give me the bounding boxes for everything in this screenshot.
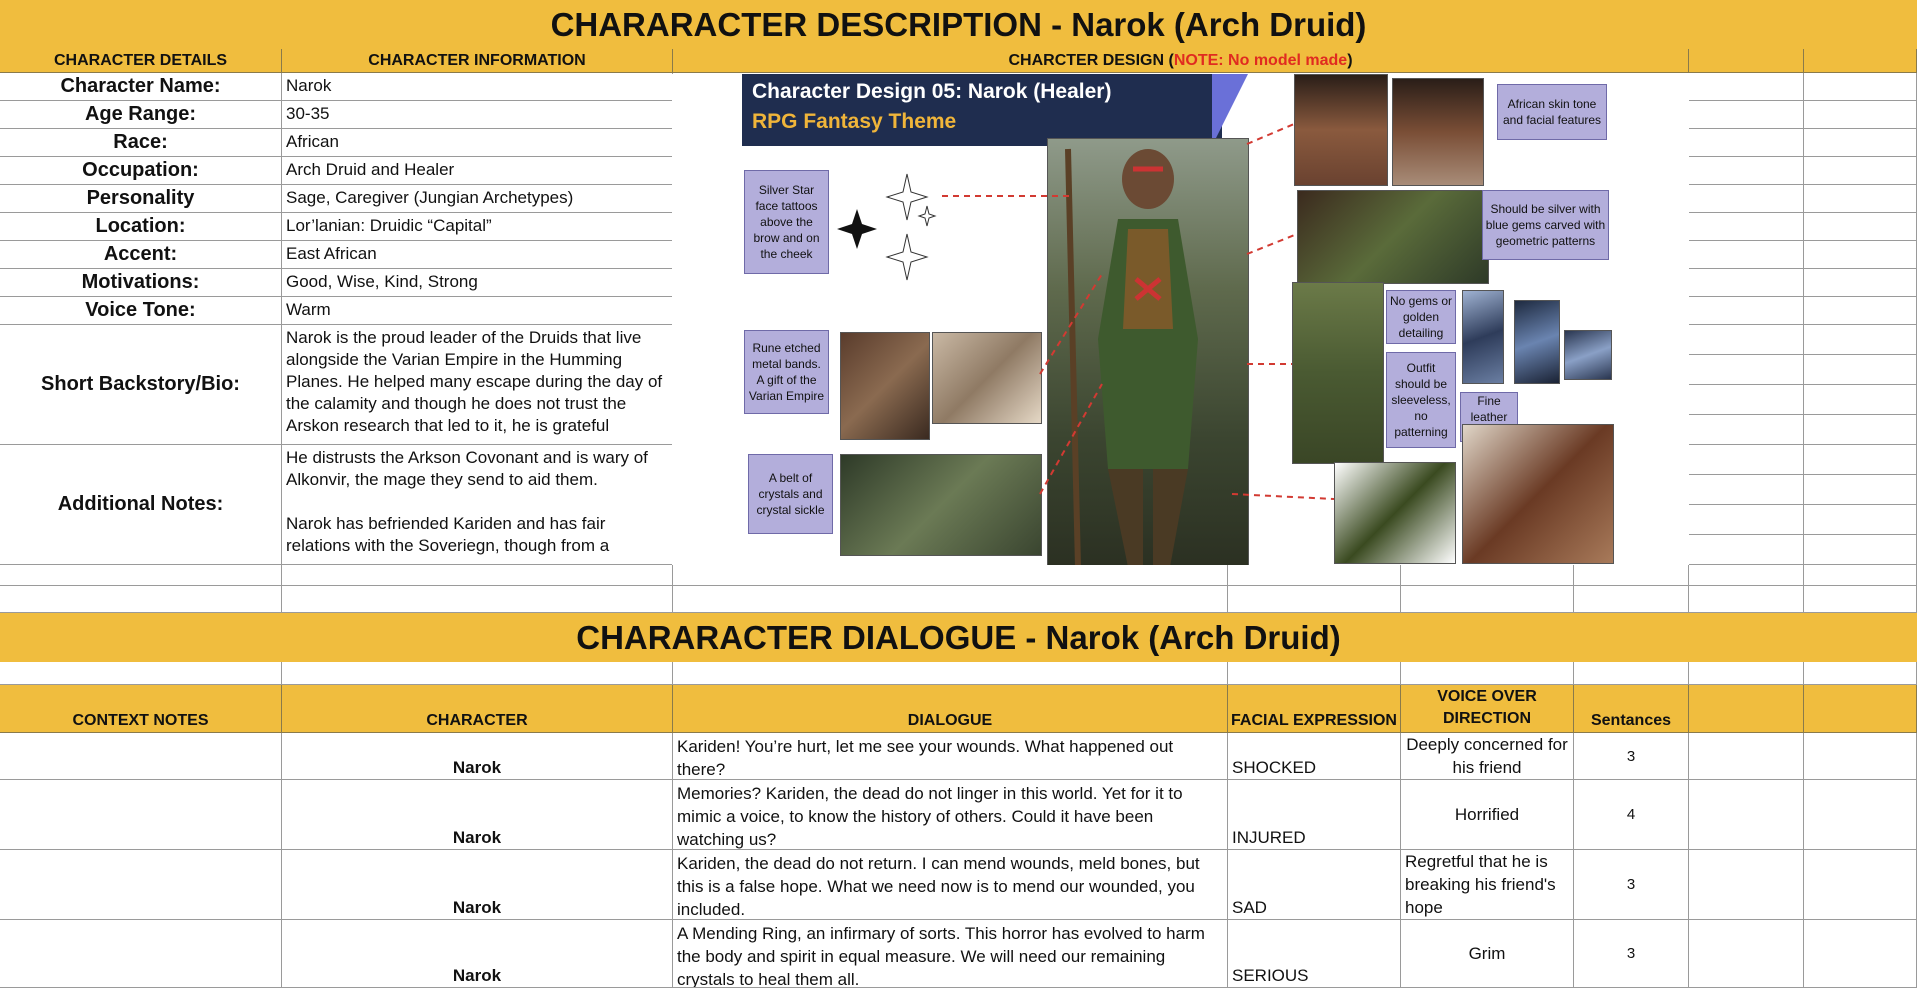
empty-cell[interactable] xyxy=(1804,297,1917,325)
dialogue-voice-cell[interactable]: Grim xyxy=(1401,920,1574,988)
character-design-image xyxy=(672,74,1689,566)
value-voice-tone[interactable]: Warm xyxy=(282,297,673,325)
empty-cell[interactable] xyxy=(673,565,1228,586)
empty-cell[interactable] xyxy=(1689,269,1804,297)
value-location[interactable]: Lor’lanian: Druidic “Capital” xyxy=(282,213,673,241)
empty-cell[interactable] xyxy=(1401,586,1574,613)
value-race[interactable]: African xyxy=(282,129,673,157)
dialogue-section-title: CHARARACTER DIALOGUE - Narok (Arch Druid) xyxy=(0,613,1917,663)
dialogue-context-cell[interactable] xyxy=(0,733,282,780)
dialogue-line-cell[interactable]: Kariden! You’re hurt, let me see your wounds. What happened out there? xyxy=(673,733,1228,780)
dialogue-facial-cell[interactable]: SHOCKED xyxy=(1228,733,1401,780)
empty-cell[interactable] xyxy=(1689,586,1804,613)
value-backstory[interactable]: Narok is the proud leader of the Druids that live alongside the Varian Empire in the Humming Planes. He helped many escape during the day of the calamity and though he does not trust the Arskon research that led to it, he is grateful xyxy=(282,325,673,445)
design-subtitle: RPG Fantasy Theme xyxy=(752,110,957,133)
empty-cell[interactable] xyxy=(1689,385,1804,415)
empty-cell[interactable] xyxy=(1689,920,1804,988)
empty-cell[interactable] xyxy=(673,662,1228,685)
empty-cell[interactable] xyxy=(1804,662,1917,685)
design-header-suffix: ) xyxy=(1347,51,1353,69)
label-character-name[interactable]: Character Name: xyxy=(0,73,282,101)
notes-line-2: Narok has befriended Kariden and has fair relations with the Soveriegn, though from a xyxy=(286,514,610,555)
empty-cell[interactable] xyxy=(1689,733,1804,780)
dialogue-context-cell[interactable] xyxy=(0,780,282,850)
empty-cell[interactable] xyxy=(1689,535,1804,565)
dialogue-voice-cell[interactable]: Regretful that he is breaking his friend's hope xyxy=(1401,850,1574,920)
empty-cell[interactable] xyxy=(0,586,282,613)
dialogue-voice-cell[interactable]: Deeply concerned for his friend xyxy=(1401,733,1574,780)
label-voice-tone[interactable]: Voice Tone: xyxy=(0,297,282,325)
empty-cell[interactable] xyxy=(1689,129,1804,157)
notes-line-1: He distrusts the Arkson Covonant and is wary of Alkonvir, the mage they send to aid them. xyxy=(286,448,648,489)
dialogue-line-cell[interactable]: Kariden, the dead do not return. I can mend wounds, meld bones, but this is a false hope. What we need now is to mend our wounded, you included. xyxy=(673,850,1228,920)
empty-cell[interactable] xyxy=(1804,73,1917,101)
empty-cell[interactable] xyxy=(1689,850,1804,920)
empty-cell[interactable] xyxy=(1804,101,1917,129)
empty-cell[interactable] xyxy=(1804,445,1917,475)
label-backstory[interactable]: Short Backstory/Bio: xyxy=(0,325,282,445)
header-empty-cell[interactable] xyxy=(1689,685,1804,733)
dialogue-character-cell[interactable]: Narok xyxy=(282,780,673,850)
header-voice-over-direction[interactable]: VOICE OVER DIRECTION xyxy=(1401,685,1574,733)
empty-cell[interactable] xyxy=(1804,780,1917,850)
value-character-name[interactable]: Narok xyxy=(282,73,673,101)
callout-connector-lines xyxy=(672,74,1689,566)
empty-cell[interactable] xyxy=(1574,565,1689,586)
dialogue-facial-cell[interactable]: SERIOUS xyxy=(1228,920,1401,988)
value-additional-notes[interactable] xyxy=(282,445,673,565)
dialogue-line-cell[interactable]: A Mending Ring, an infirmary of sorts. This horror has evolved to harm the body and spirit in equal measure. We will need our remaining crystals to heal them all. xyxy=(673,920,1228,988)
empty-cell[interactable] xyxy=(1689,101,1804,129)
empty-cell[interactable] xyxy=(1401,565,1574,586)
dialogue-voice-cell[interactable]: Horrified xyxy=(1401,780,1574,850)
empty-cell[interactable] xyxy=(1689,241,1804,269)
dialogue-context-cell[interactable] xyxy=(0,850,282,920)
empty-cell[interactable] xyxy=(282,565,673,586)
dialogue-sentences-cell[interactable]: 4 xyxy=(1574,780,1689,850)
empty-cell[interactable] xyxy=(1804,185,1917,213)
dialogue-sentences-cell[interactable]: 3 xyxy=(1574,733,1689,780)
empty-cell[interactable] xyxy=(1574,586,1689,613)
design-header-note: NOTE: No model made xyxy=(1173,51,1348,69)
value-age-range[interactable]: 30-35 xyxy=(282,101,673,129)
empty-cell[interactable] xyxy=(1804,920,1917,988)
value-occupation[interactable]: Arch Druid and Healer xyxy=(282,157,673,185)
empty-cell[interactable] xyxy=(1689,355,1804,385)
dialogue-line-cell[interactable]: Memories? Kariden, the dead do not linger in this world. Yet for it to mimic a voice, to know the history of others. Could it have been watching us? xyxy=(673,780,1228,850)
label-race[interactable]: Race: xyxy=(0,129,282,157)
callout-crystal-belt: A belt of crystals and crystal sickle xyxy=(748,454,833,534)
design-title: Character Design 05: Narok (Healer) xyxy=(752,80,1112,103)
dialogue-character-cell[interactable]: Narok xyxy=(282,733,673,780)
empty-cell[interactable] xyxy=(1804,129,1917,157)
empty-cell[interactable] xyxy=(673,586,1228,613)
dialogue-context-cell[interactable] xyxy=(0,920,282,988)
empty-cell[interactable] xyxy=(1689,157,1804,185)
callout-outfit-sleeveless: Outfit should be sleeveless, no patterning xyxy=(1386,352,1456,448)
empty-cell[interactable] xyxy=(1804,733,1917,780)
label-location[interactable]: Location: xyxy=(0,213,282,241)
empty-cell[interactable] xyxy=(1689,325,1804,355)
header-empty-cell[interactable] xyxy=(1804,49,1917,73)
callout-silver-gems: Should be silver with blue gems carved with geometric patterns xyxy=(1482,190,1609,260)
value-accent[interactable]: East African xyxy=(282,241,673,269)
empty-cell[interactable] xyxy=(282,662,673,685)
empty-cell[interactable] xyxy=(1804,241,1917,269)
empty-cell[interactable] xyxy=(1574,662,1689,685)
empty-cell[interactable] xyxy=(1804,475,1917,505)
label-accent[interactable]: Accent: xyxy=(0,241,282,269)
empty-cell[interactable] xyxy=(0,662,282,685)
empty-cell[interactable] xyxy=(0,565,282,586)
empty-cell[interactable] xyxy=(1228,565,1401,586)
label-motivations[interactable]: Motivations: xyxy=(0,269,282,297)
empty-cell[interactable] xyxy=(1804,535,1917,565)
value-motivations[interactable]: Good, Wise, Kind, Strong xyxy=(282,269,673,297)
sheet-title: CHARARACTER DESCRIPTION - Narok (Arch Druid) xyxy=(0,0,1917,50)
empty-cell[interactable] xyxy=(1689,415,1804,445)
dialogue-sentences-cell[interactable]: 3 xyxy=(1574,920,1689,988)
empty-cell[interactable] xyxy=(1689,185,1804,213)
header-sentences[interactable]: Sentances xyxy=(1574,685,1689,733)
header-character-details[interactable]: CHARACTER DETAILS xyxy=(0,49,282,73)
empty-cell[interactable] xyxy=(1804,565,1917,586)
empty-cell[interactable] xyxy=(1689,213,1804,241)
empty-cell[interactable] xyxy=(1804,157,1917,185)
design-header-prefix: CHARCTER DESIGN ( xyxy=(1008,51,1174,69)
dialogue-character-cell[interactable]: Narok xyxy=(282,850,673,920)
empty-cell[interactable] xyxy=(1689,297,1804,325)
header-facial-expression[interactable]: FACIAL EXPRESSION xyxy=(1228,685,1401,733)
empty-cell[interactable] xyxy=(1401,662,1574,685)
label-age-range[interactable]: Age Range: xyxy=(0,101,282,129)
empty-cell[interactable] xyxy=(1689,475,1804,505)
empty-cell[interactable] xyxy=(1689,565,1804,586)
empty-cell[interactable] xyxy=(1689,780,1804,850)
header-character-information[interactable]: CHARACTER INFORMATION xyxy=(282,49,673,73)
dialogue-character-cell[interactable]: Narok xyxy=(282,920,673,988)
empty-cell[interactable] xyxy=(1689,73,1804,101)
empty-cell[interactable] xyxy=(1804,355,1917,385)
header-dialogue[interactable]: DIALOGUE xyxy=(673,685,1228,733)
callout-rune-bands: Rune etched metal bands. A gift of the Varian Empire xyxy=(744,330,829,414)
empty-cell[interactable] xyxy=(1804,269,1917,297)
empty-cell[interactable] xyxy=(1804,850,1917,920)
empty-cell[interactable] xyxy=(1689,505,1804,535)
value-personality[interactable]: Sage, Caregiver (Jungian Archetypes) xyxy=(282,185,673,213)
empty-cell[interactable] xyxy=(1228,586,1401,613)
empty-cell[interactable] xyxy=(1804,505,1917,535)
empty-cell[interactable] xyxy=(1804,325,1917,355)
dialogue-sentences-cell[interactable]: 3 xyxy=(1574,850,1689,920)
label-occupation[interactable]: Occupation: xyxy=(0,157,282,185)
empty-cell[interactable] xyxy=(282,586,673,613)
label-additional-notes[interactable]: Additional Notes: xyxy=(0,445,282,565)
dialogue-facial-cell[interactable]: SAD xyxy=(1228,850,1401,920)
header-empty-cell[interactable] xyxy=(1689,49,1804,73)
empty-cell[interactable] xyxy=(1228,662,1401,685)
callout-star-tattoo: Silver Star face tattoos above the brow and on the cheek xyxy=(744,170,829,274)
callout-skin-tone: African skin tone and facial features xyxy=(1497,84,1607,140)
header-empty-cell[interactable] xyxy=(1804,685,1917,733)
empty-cell[interactable] xyxy=(1804,385,1917,415)
callout-fine-boots: Fine leather xyxy=(1460,392,1518,442)
label-personality[interactable]: Personality xyxy=(0,185,282,213)
empty-cell[interactable] xyxy=(1804,586,1917,613)
header-character[interactable]: CHARACTER xyxy=(282,685,673,733)
header-character-design[interactable] xyxy=(673,49,1689,73)
empty-cell[interactable] xyxy=(1689,662,1804,685)
empty-cell[interactable] xyxy=(1804,213,1917,241)
dialogue-facial-cell[interactable]: INJURED xyxy=(1228,780,1401,850)
header-context-notes[interactable]: CONTEXT NOTES xyxy=(0,685,282,733)
callout-no-gems: No gems or golden detailing xyxy=(1386,290,1456,344)
empty-cell[interactable] xyxy=(1689,445,1804,475)
empty-cell[interactable] xyxy=(1804,415,1917,445)
